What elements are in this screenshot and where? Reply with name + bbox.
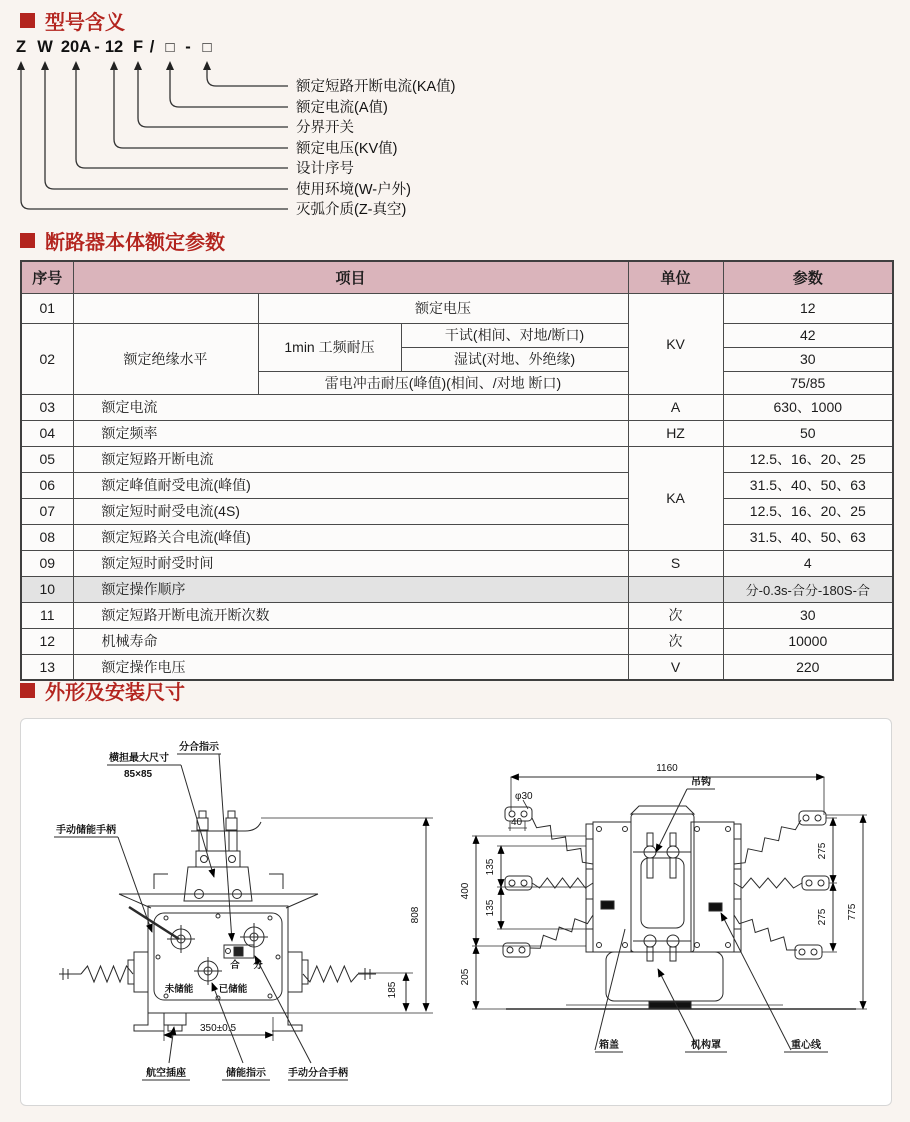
bushing-flange-right2: [302, 960, 308, 984]
roof-brackets: [154, 874, 283, 889]
cell-param: 12.5、16、20、25: [723, 498, 893, 524]
label-underlines: [595, 789, 828, 1052]
dim-775-text: 775: [847, 903, 858, 921]
right-pole-plate: [734, 824, 741, 952]
arm-insulator: [734, 820, 801, 864]
dim-205-text: 205: [460, 968, 471, 986]
cell-item: 额定电流: [73, 394, 628, 420]
code-part-f: F: [132, 38, 144, 56]
leader-manual-switch: [255, 956, 311, 1063]
cell-param: 12.5、16、20、25: [723, 446, 893, 472]
code-label-environment: 使用环境(W-户外): [296, 182, 411, 198]
drawings-panel: [20, 718, 892, 1106]
code-part-12: 12: [104, 38, 124, 56]
cell-unit: V: [628, 654, 723, 680]
dim-40-text: 40: [511, 817, 523, 828]
cell-unit: HZ: [628, 420, 723, 446]
section-title-dimensions: [20, 676, 185, 705]
cell-unit: A: [628, 394, 723, 420]
arm-insulator: [532, 818, 593, 864]
code-label-breaking-current: 额定短路开断电流(KA值): [296, 79, 456, 95]
arrow-up-icon: [72, 61, 80, 70]
dim-808-text: 808: [410, 906, 421, 924]
bracket-bolt-top: [226, 818, 237, 830]
not-charged-label: 未储能: [164, 984, 194, 995]
header-unit: 单位: [628, 261, 723, 293]
bottom-bolts: [633, 935, 691, 961]
cell-no: 09: [21, 550, 73, 576]
close-char-label: 合: [230, 960, 240, 971]
cell-item: 额定短路开断电流: [73, 446, 628, 472]
header-param: 参数: [723, 261, 893, 293]
connector-line: [76, 69, 288, 168]
arrow-up-icon: [166, 61, 174, 70]
connector-line: [45, 69, 288, 189]
cell-param: 220: [723, 654, 893, 680]
cell-no: 08: [21, 524, 73, 550]
cell-param: 12: [723, 293, 893, 323]
aviation-socket: [164, 1013, 186, 1025]
box-cover-label: 箱盖: [599, 1040, 619, 1051]
cell-unit-ka: KA: [628, 446, 723, 550]
cell-wet-test: 湿试(对地、外绝缘): [401, 347, 628, 371]
crossarm-size-label: 85×85: [124, 769, 153, 780]
leader-charge-handle: [118, 837, 152, 932]
code-part-z: Z: [15, 38, 27, 56]
bracket-post: [229, 831, 237, 851]
cell-item: 额定短时耐受时间: [73, 550, 628, 576]
code-part-box2: □: [202, 39, 212, 56]
open-close-indicator-label: 分合指示: [179, 742, 219, 753]
cell-no: 05: [21, 446, 73, 472]
right-frame: [691, 822, 734, 952]
bolt-cap: [199, 811, 206, 818]
charged-label: 已储能: [218, 984, 248, 995]
cell-param: 30: [723, 602, 893, 628]
cell-unit: [628, 576, 723, 602]
bushing-flange-right: [288, 952, 302, 992]
red-square-bullet-icon: [20, 233, 35, 248]
leader-hook: [656, 789, 687, 852]
cell-item: 额定操作顺序: [73, 576, 628, 602]
cell-param: 分-0.3s-合分-180S-合: [723, 576, 893, 602]
connector-line: [138, 69, 288, 127]
gravity-mark-left: [601, 901, 614, 909]
crossarm-label: 横担最大尺寸: [109, 753, 169, 764]
ext-lines-right: [822, 815, 867, 1009]
code-part-w: W: [37, 38, 53, 56]
code-label-arc-medium: 灭弧介质(Z-真空): [296, 202, 407, 218]
cell-param: 42: [723, 323, 893, 347]
charge-indicator-label: 储能指示: [226, 1068, 266, 1079]
charge-indicator-dial: [194, 957, 222, 985]
cell-item: 额定短路关合电流(峰值): [73, 524, 628, 550]
dim-185-text: 185: [387, 981, 398, 999]
cell-no: 06: [21, 472, 73, 498]
front-view-drawing: [54, 754, 433, 1080]
model-code-diagram: [0, 30, 910, 230]
cell-no: 01: [21, 293, 73, 323]
cell-unit: 次: [628, 602, 723, 628]
cell-impulse: 雷电冲击耐压(峰值)(相间、/对地 断口): [258, 371, 628, 394]
manual-charge-label: 手动储能手柄: [56, 825, 116, 836]
cell-no: 11: [21, 602, 73, 628]
cell-param: 4: [723, 550, 893, 576]
cell-param: 630、1000: [723, 394, 893, 420]
red-square-bullet-icon: [20, 683, 35, 698]
bushing-flange-left: [134, 952, 148, 992]
arrow-up-icon: [17, 61, 25, 70]
section3-title-text: 外形及安装尺寸: [45, 682, 185, 704]
cell-param: 31.5、40、50、63: [723, 524, 893, 550]
cell-dry-test: 干试(相间、对地/断口): [401, 323, 628, 347]
gravity-line-label: 重心线: [791, 1040, 821, 1051]
cell-item: 额定绝缘水平: [73, 323, 258, 394]
cell-item: 额定操作电压: [73, 654, 628, 680]
left-frame: [593, 822, 631, 952]
cell-no: 12: [21, 628, 73, 654]
mechanism-cover-label: 机构罩: [691, 1040, 721, 1051]
cell-item: 额定短路开断电流开断次数: [73, 602, 628, 628]
header-no: 序号: [21, 261, 73, 293]
arrow-up-icon: [134, 61, 142, 70]
cell-no: 10: [21, 576, 73, 602]
cell-item: 额定频率: [73, 420, 628, 446]
header-item: 项目: [73, 261, 628, 293]
code-part-dash1: -: [94, 38, 100, 56]
cell-param: 75/85: [723, 371, 893, 394]
section-title-rated-parameters: [20, 226, 225, 255]
code-part-slash: /: [149, 38, 155, 56]
arrow-up-icon: [203, 61, 211, 70]
dim-135a-text: 135: [485, 858, 496, 876]
code-part-dash2: -: [185, 38, 191, 56]
dim-275a-text: 275: [817, 842, 828, 860]
side-view-drawing: [472, 777, 867, 1052]
section2-title-text: 断路器本体额定参数: [45, 232, 225, 254]
bushing-insulator-left: [81, 966, 133, 982]
frame-bolts: [597, 827, 731, 948]
bushing-insulator-right: [303, 966, 358, 982]
code-label-rated-voltage: 额定电压(KV值): [296, 141, 398, 157]
mechanism-box: [606, 952, 723, 1001]
bolt-cap: [228, 811, 235, 818]
cell-param: 50: [723, 420, 893, 446]
code-arrows: [17, 61, 211, 70]
open-char-label: 分: [253, 960, 263, 971]
aviation-socket-label: 航空插座: [146, 1068, 186, 1079]
center-tank: [631, 814, 694, 952]
code-label-design-series: 设计序号: [296, 161, 354, 177]
bracket-bolt: [229, 856, 236, 863]
tank-body: [148, 906, 288, 1013]
switch-window: [234, 947, 243, 956]
dim-275b-text: 275: [817, 908, 828, 926]
cell-item: 机械寿命: [73, 628, 628, 654]
cell-param: 31.5、40、50、63: [723, 472, 893, 498]
cell-no: 02: [21, 323, 73, 394]
cell-param: 10000: [723, 628, 893, 654]
bracket-block: [196, 851, 240, 867]
cell-item: 额定电压: [258, 293, 628, 323]
arm-insulator: [734, 915, 797, 950]
switch-bolt: [226, 949, 231, 954]
dim-phi30-text: φ30: [515, 791, 533, 802]
code-label-boundary-switch: 分界开关: [296, 120, 354, 136]
pole-head: [184, 867, 252, 901]
base-pad: [649, 1002, 691, 1008]
leader-crossarm: [181, 765, 214, 877]
cell-no: 07: [21, 498, 73, 524]
bushing-terminal-right: [358, 968, 376, 980]
code-labels: [296, 77, 456, 218]
connector-line: [114, 69, 288, 148]
front-view-labels: [56, 740, 421, 1079]
ext-lines-1160: [511, 777, 824, 815]
cell-unit-kv: KV: [628, 293, 723, 394]
gravity-mark-right: [709, 903, 722, 911]
cell-param: 30: [723, 347, 893, 371]
code-label-rated-current: 额定电流(A值): [296, 100, 388, 116]
code-part-20a: 20A: [60, 38, 92, 56]
arm-insulator: [530, 915, 593, 948]
manual-switch-label: 手动分合手柄: [288, 1068, 348, 1079]
arm-insulator: [734, 878, 802, 888]
cell-item: 额定峰值耐受电流(峰值): [73, 472, 628, 498]
leader-gravity: [721, 913, 791, 1050]
red-square-bullet-icon: [20, 13, 35, 28]
connector-line: [21, 69, 288, 209]
charge-dial: [167, 925, 195, 953]
code-part-box1: □: [165, 39, 175, 56]
connector-line: [207, 69, 288, 86]
dim-400-text: 400: [460, 882, 471, 900]
dim-350-text: 350±0.5: [199, 1023, 237, 1034]
arrow-up-icon: [110, 61, 118, 70]
cell-freq-withstand: 1min 工频耐压: [258, 323, 401, 371]
aviation-socket-base: [168, 1025, 182, 1031]
cell-empty: [73, 293, 258, 323]
model-code: [16, 38, 212, 56]
bracket-bolt: [201, 856, 208, 863]
dimension-drawings: [21, 719, 891, 1103]
cell-unit: S: [628, 550, 723, 576]
arrow-up-icon: [41, 61, 49, 70]
cell-item: 额定短时耐受电流(4S): [73, 498, 628, 524]
bushing-terminal-left: [59, 968, 81, 980]
cell-no: 04: [21, 420, 73, 446]
connector-line: [170, 69, 288, 107]
tank-top-cap: [631, 806, 694, 814]
code-connector-lines: [21, 69, 288, 209]
arm-insulator: [532, 878, 593, 888]
left-pole-plate: [586, 824, 593, 952]
cell-no: 03: [21, 394, 73, 420]
leader-socket: [169, 1027, 174, 1063]
section1-title-text: 型号含义: [45, 12, 125, 34]
parameters-table: [20, 260, 894, 681]
cell-no: 13: [21, 654, 73, 680]
hook-label: 吊钩: [691, 777, 711, 788]
ext-lines-heights: [261, 818, 433, 1013]
dim-1160-text: 1160: [656, 763, 678, 774]
dim-135b-text: 135: [485, 899, 496, 917]
cell-unit: 次: [628, 628, 723, 654]
